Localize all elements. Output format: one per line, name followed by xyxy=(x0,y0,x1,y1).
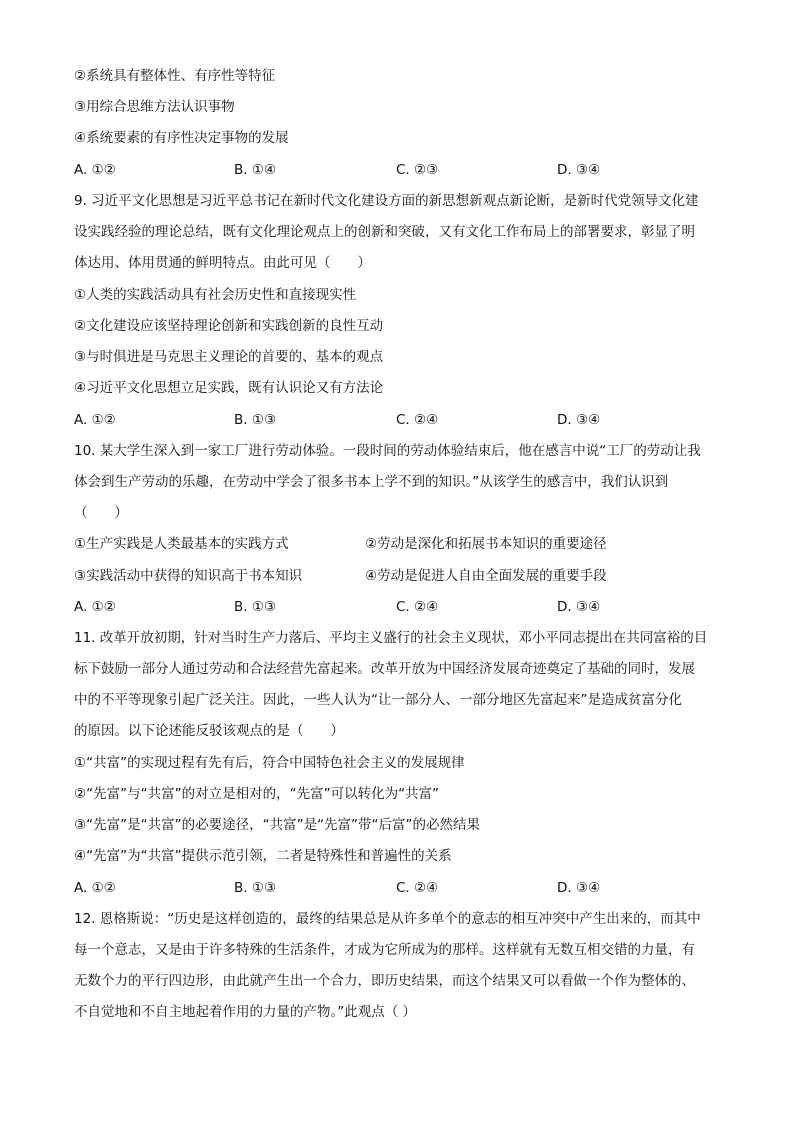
q9-option-d[interactable]: D. ③④ xyxy=(557,412,601,428)
q9-stem-line: 体达用、体用贯通的鲜明特点。由此可见（ ） xyxy=(74,255,371,271)
q8-options xyxy=(74,161,734,179)
q10-stem-line: （ ） xyxy=(74,505,128,521)
q12-stem-line: 12. 恩格斯说：“历史是这样创造的，最终的结果总是从许多单个的意志的相互冲突中产生出来的，而其中 xyxy=(74,911,701,927)
q11-option-a[interactable]: A. ①② xyxy=(74,880,116,896)
q9-item-4: ④习近平文化思想立足实践，既有认识论又有方法论 xyxy=(74,380,384,396)
q9-stem-line: 设实践经验的理论总结，既有文化理论观点上的创新和突破，又有文化工作布局上的部署要求，彰显了明 xyxy=(74,224,695,240)
q11-option-c[interactable]: C. ②④ xyxy=(396,880,439,896)
top-item-2: ②系统具有整体性、有序性等特征 xyxy=(74,68,276,84)
top-item-4: ④系统要素的有序性决定事物的发展 xyxy=(74,130,289,146)
q10-items-row xyxy=(74,535,734,553)
q11-options xyxy=(74,879,734,897)
q10-item-2: ②劳动是深化和拓展书本知识的重要途径 xyxy=(365,536,607,552)
q10-item-4: ④劳动是促进人自由全面发展的重要手段 xyxy=(365,568,607,584)
q11-item-1: ①“共富”的实现过程有先有后，符合中国特色社会主义的发展规律 xyxy=(74,755,465,771)
q10-items-row xyxy=(74,567,734,585)
q10-option-a[interactable]: A. ①② xyxy=(74,599,116,615)
q9-item-1: ①人类的实践活动具有社会历史性和直接现实性 xyxy=(74,287,357,303)
q10-item-3: ③实践活动中获得的知识高于书本知识 xyxy=(74,568,303,584)
q11-option-b[interactable]: B. ①③ xyxy=(234,880,277,896)
q10-option-b[interactable]: B. ①③ xyxy=(234,599,277,615)
q10-options xyxy=(74,598,734,616)
q9-options xyxy=(74,411,734,429)
q9-stem-line: 9. 习近平文化思想是习近平总书记在新时代文化建设方面的新思想新观点新论断，是新时代党领导文化建 xyxy=(74,193,699,209)
q9-item-3: ③与时俱进是马克思主义理论的首要的、基本的观点 xyxy=(74,349,384,365)
q9-option-b[interactable]: B. ①③ xyxy=(234,412,277,428)
q8-option-b[interactable]: B. ①④ xyxy=(234,162,277,178)
q10-option-c[interactable]: C. ②④ xyxy=(396,599,439,615)
q11-item-2: ②“先富”与“共富”的对立是相对的，“先富”可以转化为“共富” xyxy=(74,786,440,802)
q9-option-c[interactable]: C. ②④ xyxy=(396,412,439,428)
q11-stem-line: 的原因。以下论述能反驳该观点的是（ ） xyxy=(74,723,344,739)
q11-item-3: ③“先富”是“共富”的必要途径，“共富”是“先富”带“后富”的必然结果 xyxy=(74,817,481,833)
q8-option-a[interactable]: A. ①② xyxy=(74,162,116,178)
q9-option-a[interactable]: A. ①② xyxy=(74,412,116,428)
q11-stem-line: 中的不平等现象引起广泛关注。因此，一些人认为“让一部分人、一部分地区先富起来”是造成贫富分化 xyxy=(74,692,682,708)
q10-stem-line: 10. 某大学生深入到一家工厂进行劳动体验。一段时间的劳动体验结束后，他在感言中说“工厂的劳动让我 xyxy=(74,443,701,459)
q8-option-d[interactable]: D. ③④ xyxy=(557,162,601,178)
q12-stem-line: 不自觉地和不自主地起着作用的力量的产物。”此观点（ ） xyxy=(74,1004,417,1020)
q12-stem-line: 无数个力的平行四边形，由此就产生出一个合力，即历史结果，而这个结果又可以看做一个作为整体的、 xyxy=(74,973,695,989)
q10-option-d[interactable]: D. ③④ xyxy=(557,599,601,615)
q8-option-c[interactable]: C. ②③ xyxy=(396,162,439,178)
q11-option-d[interactable]: D. ③④ xyxy=(557,880,601,896)
q10-item-1: ①生产实践是人类最基本的实践方式 xyxy=(74,536,289,552)
q11-item-4: ④“先富”为“共富”提供示范引领，二者是特殊性和普遍性的关系 xyxy=(74,848,452,864)
q11-stem-line: 11. 改革开放初期，针对当时生产力落后、平均主义盛行的社会主义现状，邓小平同志提出在共同富裕的目 xyxy=(74,630,708,646)
q9-item-2: ②文化建设应该坚持理论创新和实践创新的良性互动 xyxy=(74,318,384,334)
top-item-3: ③用综合思维方法认识事物 xyxy=(74,99,235,115)
q12-stem-line: 每一个意志，又是由于许多特殊的生活条件，才成为它所成为的那样。这样就有无数互相交错的力量，有 xyxy=(74,942,695,958)
q11-stem-line: 标下鼓励一部分人通过劳动和合法经营先富起来。改革开放为中国经济发展奇迹奠定了基础的同时，发展 xyxy=(74,661,695,677)
q10-stem-line: 体会到生产劳动的乐趣，在劳动中学会了很多书本上学不到的知识。”从该学生的感言中，我们认识到 xyxy=(74,474,669,490)
